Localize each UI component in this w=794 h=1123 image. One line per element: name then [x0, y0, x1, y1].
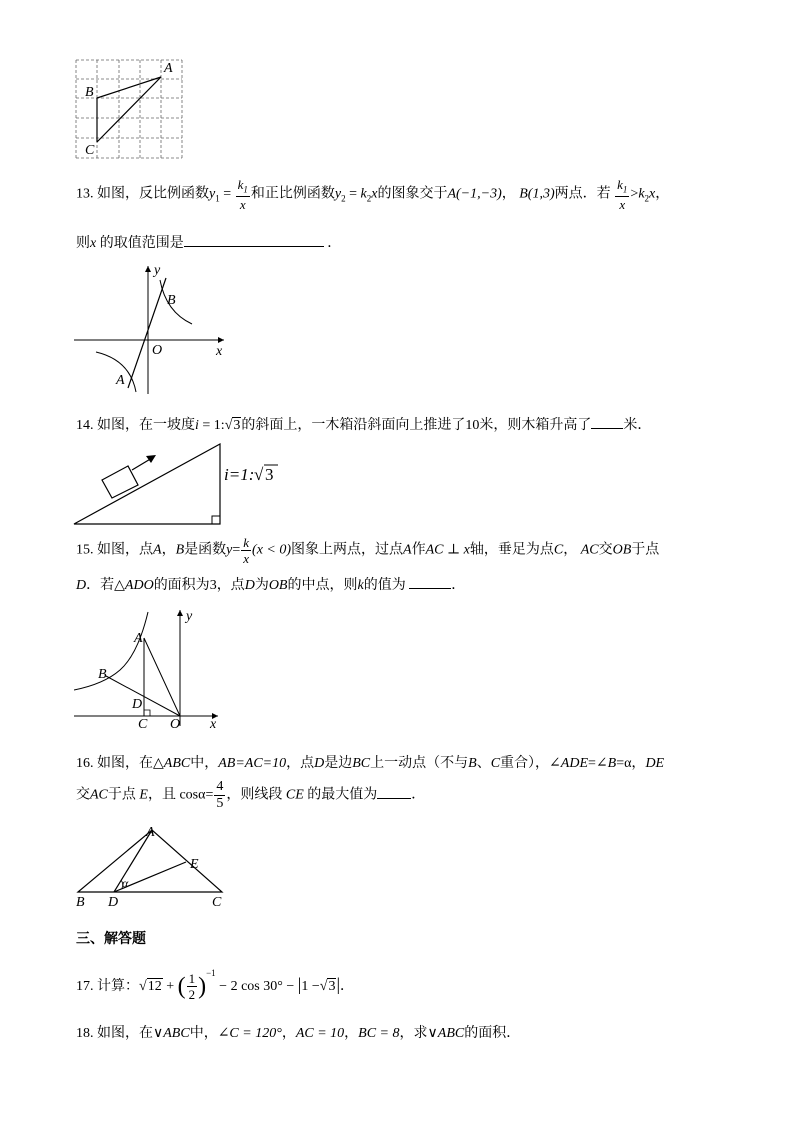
q15-ob: OB	[612, 542, 632, 558]
q16-fraction-4-5	[214, 780, 225, 811]
q16-number: 16.	[76, 756, 94, 771]
q14-distance: 10	[465, 418, 480, 433]
q17-exp: −1	[206, 968, 216, 978]
q16-line2-end: ．	[411, 787, 426, 803]
q13-fig-a: A	[116, 373, 125, 388]
q16-c: C	[490, 756, 501, 771]
q13-gt: >	[630, 186, 639, 202]
q15-text-2: 是函数	[184, 542, 227, 558]
q17-minus: − 2 cos 30° −	[219, 979, 295, 994]
q15-ado: ADO	[124, 578, 154, 593]
q15-number: 15.	[76, 542, 94, 558]
section-heading-answers: 三、解答题	[76, 931, 146, 947]
q15-answer-blank[interactable]	[409, 574, 451, 589]
q16-fig-a: A	[146, 825, 155, 840]
q13-k1-b: k	[617, 177, 623, 192]
q15-a2: A	[403, 542, 412, 558]
q12-grid-figure	[74, 58, 186, 162]
q16-text-8: =∠	[588, 756, 608, 771]
q15-func-eq: =	[232, 542, 241, 558]
q13-y1: y	[209, 186, 216, 202]
q12-label-c: C	[85, 143, 95, 158]
q18-bc: BC = 8	[358, 1026, 400, 1041]
q15-text-4: 作	[411, 542, 426, 558]
q16-text-7: 重合），∠	[500, 756, 561, 771]
q16-line2	[76, 780, 425, 811]
q18-text-5: ，求	[399, 1026, 428, 1041]
q15-fig-b: B	[98, 667, 107, 682]
q16-line2-b: 于点	[107, 787, 136, 803]
q18-text-2: 中，	[189, 1026, 218, 1041]
q16-line2-c: ，且 cosα=	[147, 787, 214, 803]
q15-line2-d: D	[76, 578, 87, 593]
q18-text-3: ，	[281, 1026, 296, 1041]
q16-line2-a: 交	[76, 787, 90, 803]
q13-k2-b: k	[638, 186, 645, 202]
q13-y2: y	[334, 186, 342, 202]
q16-line1	[76, 752, 664, 772]
q13-fig-b: B	[167, 293, 176, 308]
q13-text-3: 的图象交于	[377, 186, 448, 202]
q12-label-b: B	[85, 85, 94, 100]
q16-text-5: 上一动点（不与	[370, 756, 469, 771]
q15-fraction-k-x	[241, 536, 251, 565]
q16-d: D	[314, 756, 325, 771]
q14-number: 14.	[76, 418, 94, 433]
q13-x-b: x	[649, 186, 656, 202]
q13-line2	[76, 232, 341, 252]
q15-line2-c: ，点	[216, 578, 245, 593]
q18-angle: ∠C = 120°	[217, 1026, 282, 1041]
q15-ob2: OB	[268, 578, 288, 593]
q14-line1: 14. 如图，在一坡度i = 1:√3的斜面上，一木箱沿斜面向上推进了10米，则木箱升高了 米．	[76, 414, 651, 434]
q15-text-5: 轴，垂足为点	[469, 542, 554, 558]
q17-line: 17. 计算：√12 + ( $\frac{1}{2}$ )$^{-1}$ − 2 cos 30° − |1 −√3|．	[76, 968, 355, 1003]
q15-fig-x: x	[210, 717, 217, 730]
q15-func-y: y	[226, 542, 233, 558]
q16-eq: AB=AC=10	[218, 756, 287, 771]
q16-bb: B	[607, 756, 617, 771]
q17-text-1: 计算：	[97, 979, 139, 994]
q13-text-2: 和正比例函数	[250, 186, 335, 202]
q15-line2-end: ．	[451, 578, 466, 593]
q18-text-1: 如图，在	[97, 1026, 153, 1041]
q13-k1-sub: 1	[243, 184, 248, 195]
q18-text-4: ，	[344, 1026, 359, 1041]
q16-text-1: 如图，在△	[97, 756, 164, 771]
q14-slope-i: i	[195, 418, 199, 433]
q13-line2-a: 则	[76, 236, 90, 251]
q15-func-k: k	[243, 535, 250, 550]
q15-k-var: k	[357, 578, 364, 593]
q13-comma: ，	[501, 186, 516, 202]
q15-fig-c: C	[138, 717, 148, 730]
svg-text:√: √	[254, 465, 264, 484]
q13-k1-sub-b: 1	[622, 184, 628, 195]
q18-tri2: ∨ABC	[427, 1026, 465, 1041]
q14-answer-blank[interactable]	[591, 414, 623, 429]
q13-line2-b: 的取值范围是	[99, 236, 184, 251]
q13-fig-x: x	[216, 344, 223, 359]
q16-text-2: 中，	[190, 756, 219, 771]
q16-text-9: =α，	[616, 756, 646, 771]
q15-text-7: 交	[598, 542, 613, 558]
q16-fig-d: D	[108, 895, 119, 910]
q16-triangle-figure	[74, 822, 230, 910]
q17-abs-sqrt: 3	[328, 979, 336, 994]
q14-slope-figure	[72, 440, 282, 528]
q13-answer-blank[interactable]	[184, 232, 324, 247]
q13-fraction-k1-x	[236, 178, 250, 211]
q16-text-4: 是边	[324, 756, 353, 771]
q13-line2-x: x	[90, 236, 97, 251]
q15-cond: (x < 0)	[252, 542, 292, 558]
q15-line2-b: 的面积为	[153, 578, 210, 593]
q13-eq: =	[223, 186, 232, 202]
q13-point-a: A(−1,−3)	[447, 186, 502, 202]
q15-text-8: 于点	[631, 542, 660, 558]
q16-answer-blank[interactable]	[377, 784, 411, 799]
q17-end: ．	[340, 979, 355, 994]
q18-ac: AC = 10	[295, 1026, 345, 1041]
q13-y2-sub: 2	[341, 193, 346, 204]
q15-area: 3	[209, 578, 217, 593]
q13-fraction-k1-x-2	[615, 178, 629, 211]
q13-line1	[76, 178, 669, 211]
q12-label-a: A	[164, 61, 173, 76]
q15-fig-d: D	[132, 697, 143, 712]
q13-fig-y: y	[154, 263, 161, 278]
q18-line	[76, 1022, 520, 1042]
q13-fig-o: O	[152, 343, 163, 358]
q15-line2-g: 的值为	[363, 578, 406, 593]
q13-text-1: 如图，反比例函数	[97, 186, 209, 202]
q13-text-4: 两点．若	[554, 186, 611, 202]
q15-b: B	[175, 542, 185, 558]
q13-k2-sub-b: 2	[644, 193, 650, 204]
q18-text-6: 的面积．	[464, 1026, 521, 1041]
q13-point-b: B(1,3)	[519, 186, 555, 202]
q13-k1: k	[237, 177, 244, 192]
q15-graph-figure	[74, 606, 224, 730]
q15-line2-f: 的中点，则	[287, 578, 358, 593]
q14-fig-label: i=1:	[224, 465, 255, 484]
q13-x-den: x	[239, 196, 246, 212]
q16-ce: CE	[285, 787, 304, 803]
q13-k2-sub: 2	[366, 193, 372, 204]
q13-eq2: =	[349, 186, 358, 202]
q15-line2	[76, 574, 465, 594]
q17-half-den: 2	[188, 987, 196, 1003]
q15-line1	[76, 536, 659, 565]
q14-text-2: 的斜面上，一木箱沿斜面向上推进了	[241, 418, 466, 433]
q15-fig-o: O	[170, 717, 181, 730]
q15-fig-a: A	[134, 631, 143, 646]
q13-k2: k	[360, 186, 367, 202]
q13-line2-end: ．	[327, 236, 342, 251]
q15-d2: D	[244, 578, 255, 593]
q18-tri: ∨ABC	[153, 1026, 190, 1041]
q17-abs-in: 1 −	[301, 979, 320, 994]
q14-sqrt3: 3	[233, 418, 241, 433]
q14-fig-sqrt: 3	[265, 465, 274, 484]
q13-number: 13.	[76, 186, 94, 202]
q15-text-1: 如图，点	[97, 542, 153, 558]
q16-fig-e: E	[190, 857, 199, 872]
q16-fig-alpha: α	[122, 876, 129, 890]
q15-line2-e: 为	[254, 578, 269, 593]
q16-text-6: 、	[476, 756, 491, 771]
q15-a: A	[153, 542, 162, 558]
q16-line2-e: 的最大值为	[307, 787, 378, 803]
q15-func-x: x	[243, 551, 250, 566]
q16-bc: BC	[352, 756, 371, 771]
q16-ac: AC	[90, 787, 108, 803]
q16-text-3: ，点	[286, 756, 315, 771]
q16-num: 4	[216, 779, 224, 794]
q17-number: 17.	[76, 979, 94, 994]
q17-half-num: 1	[188, 971, 196, 987]
q14-text-3: 米，则木箱升高了	[479, 418, 592, 433]
q18-number: 18.	[76, 1026, 94, 1041]
q14-text-1: 如图，在一坡度	[97, 418, 195, 433]
q13-graph-figure	[74, 260, 234, 396]
q17-fraction-half	[187, 972, 198, 1001]
q15-text-3: 图象上两点，过点	[291, 542, 404, 558]
q16-b: B	[468, 756, 477, 771]
q16-fig-c: C	[212, 895, 222, 910]
q13-x: x	[371, 186, 378, 202]
q14-text-4: 米．	[623, 418, 652, 433]
q16-e: E	[139, 787, 148, 803]
q15-ac: AC	[580, 542, 599, 558]
q16-de: DE	[645, 756, 665, 771]
q15-fig-y: y	[186, 609, 193, 624]
q16-abc: ABC	[163, 756, 191, 771]
q13-y1-sub: 1	[215, 193, 220, 204]
q15-text-6: ，	[563, 542, 578, 558]
q16-ade: ADE	[560, 756, 588, 771]
q15-perp: AC ⊥ x	[425, 542, 470, 558]
q17-plus: +	[166, 979, 175, 994]
q16-fig-b: B	[76, 895, 85, 910]
q15-c: C	[553, 542, 564, 558]
q16-line2-d: ，则线段	[226, 787, 283, 803]
q15-line2-a: ．若△	[86, 578, 125, 593]
q17-sqrt12: 12	[147, 979, 162, 994]
q16-den: 5	[216, 796, 224, 811]
q13-x-den-b: x	[619, 196, 626, 212]
q13-end: ，	[655, 186, 670, 202]
q14-slope-rest: = 1:	[198, 418, 225, 433]
q15-sep: ，	[161, 542, 176, 558]
